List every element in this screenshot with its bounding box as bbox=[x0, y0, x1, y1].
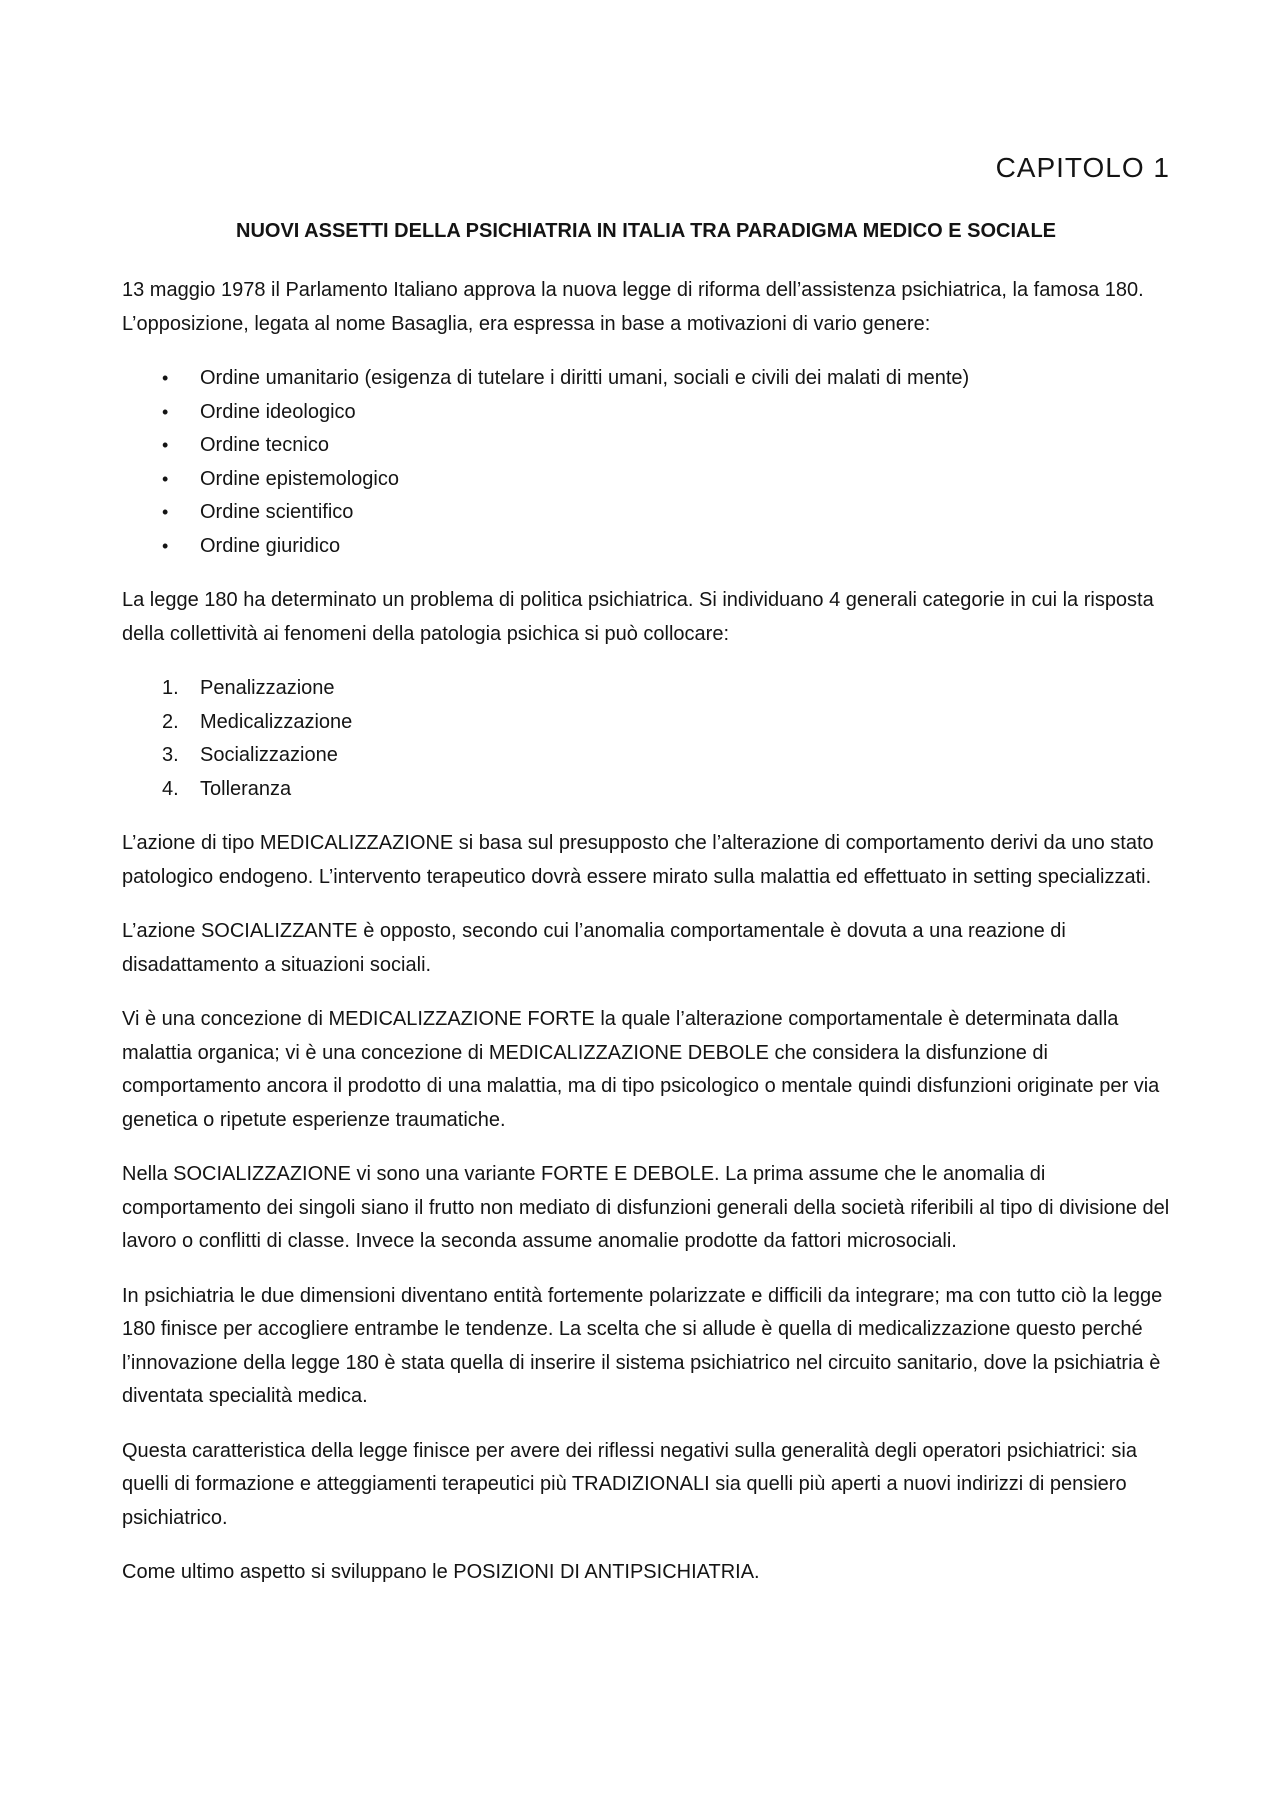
list-number: 1. bbox=[162, 677, 179, 699]
list-item-text: Penalizzazione bbox=[200, 677, 335, 699]
body-paragraph: L’azione di tipo MEDICALIZZAZIONE si basa sul presupposto che l’alterazione di comportamento derivi da uno stato patologico endogeno. L’intervento terapeutico dovrà essere mirato sulla malattia ed effettuato in setting specializzati. bbox=[122, 832, 1154, 888]
list-item bbox=[122, 396, 1170, 430]
list-item bbox=[122, 773, 1170, 807]
bullet-marker: • bbox=[162, 401, 169, 422]
list-item-text: Ordine ideologico bbox=[200, 400, 356, 423]
list-item-text: Ordine umanitario (esigenza di tutelare i diritti umani, sociali e civili dei malati di mente) bbox=[200, 367, 970, 389]
body-paragraph: L’azione SOCIALIZZANTE è opposto, secondo cui l’anomalia comportamentale è dovuta a una reazione di disadattamento a situazioni sociali. bbox=[122, 920, 1066, 976]
list-item-text: Ordine scientifico bbox=[200, 501, 354, 523]
document-body bbox=[122, 274, 1170, 1611]
list-item-text: Ordine tecnico bbox=[200, 434, 329, 456]
list-number: 3. bbox=[162, 744, 179, 766]
list-number: 2. bbox=[162, 710, 179, 733]
bullet-marker: • bbox=[162, 468, 169, 489]
body-paragraph: Questa caratteristica della legge finisce per avere dei riflessi negativi sulla generalità degli operatori psichiatrici: sia quelli di formazione e atteggiamenti terapeutici più TRADIZIONALI sia quelli più aperti a nuovi indirizzi di pensiero psichiatrico. bbox=[122, 1439, 1137, 1529]
body-paragraph: In psichiatria le due dimensioni diventano entità fortemente polarizzate e difficili da integrare; ma con tutto ciò la legge 180 finisce per accogliere entrambe le tendenze. La scelta che si allude è quella di medicalizzazione questo perché l’innovazione della legge 180 è stata quella di inserire il sistema psichiatrico nel circuito sanitario, dove la psichiatria è diventata specialità medica. bbox=[122, 1284, 1163, 1407]
list-item bbox=[122, 706, 1170, 740]
bullet-marker: • bbox=[162, 435, 169, 455]
categories-paragraph: La legge 180 ha determinato un problema di politica psichiatrica. Si individuano 4 generali categorie in cui la risposta della collettività ai fenomeni della patologia psichica si può collocare: bbox=[122, 589, 1154, 645]
body-paragraph: Come ultimo aspetto si sviluppano le POSIZIONI DI ANTIPSICHIATRIA. bbox=[122, 1561, 760, 1583]
list-item bbox=[122, 429, 1170, 463]
list-item bbox=[122, 672, 1170, 706]
list-item-text: Ordine epistemologico bbox=[200, 467, 399, 490]
body-paragraph: Vi è una concezione di MEDICALIZZAZIONE FORTE la quale l’alterazione comportamentale è determinata dalla malattia organica; vi è una concezione di MEDICALIZZAZIONE DEBOLE che considera la disfunzione di comportamento ancora il prodotto di una malattia, ma di tipo psicologico o mentale quindi disfunzioni originate per via genetica o ripetute esperienze traumatiche. bbox=[122, 1008, 1160, 1131]
list-item bbox=[122, 530, 1170, 564]
bullet-marker: • bbox=[162, 502, 169, 522]
bullet-marker: • bbox=[162, 368, 169, 388]
list-number: 4. bbox=[162, 777, 179, 800]
intro-paragraph: 13 maggio 1978 il Parlamento Italiano approva la nuova legge di riforma dell’assistenza psichiatrica, la famosa 180. L’opposizione, legata al nome Basaglia, era espressa in base a motivazioni di vario genere: bbox=[122, 279, 1144, 335]
bullet-marker: • bbox=[162, 535, 169, 556]
body-paragraph: Nella SOCIALIZZAZIONE vi sono una variante FORTE E DEBOLE. La prima assume che le anomalia di comportamento dei singoli siano il frutto non mediato di disfunzioni generali della società riferibili al tipo di divisione del lavoro o conflitti di classe. Invece la seconda assume anomalie prodotte da fattori microsociali. bbox=[122, 1163, 1170, 1252]
list-item-text: Ordine giuridico bbox=[200, 534, 341, 557]
list-item bbox=[122, 463, 1170, 497]
list-item bbox=[122, 362, 1170, 396]
list-item bbox=[122, 496, 1170, 530]
numbered-list bbox=[122, 672, 1170, 806]
list-item bbox=[122, 739, 1170, 773]
document-title: NUOVI ASSETTI DELLA PSICHIATRIA IN ITALIA TRA PARADIGMA MEDICO E SOCIALE bbox=[236, 220, 1056, 242]
bullet-list bbox=[122, 362, 1170, 563]
document-page bbox=[122, 0, 1170, 1811]
list-item-text: Socializzazione bbox=[200, 744, 338, 766]
list-item-text: Tolleranza bbox=[200, 777, 292, 800]
chapter-heading: CAPITOLO 1 bbox=[995, 152, 1170, 183]
list-item-text: Medicalizzazione bbox=[200, 710, 353, 733]
